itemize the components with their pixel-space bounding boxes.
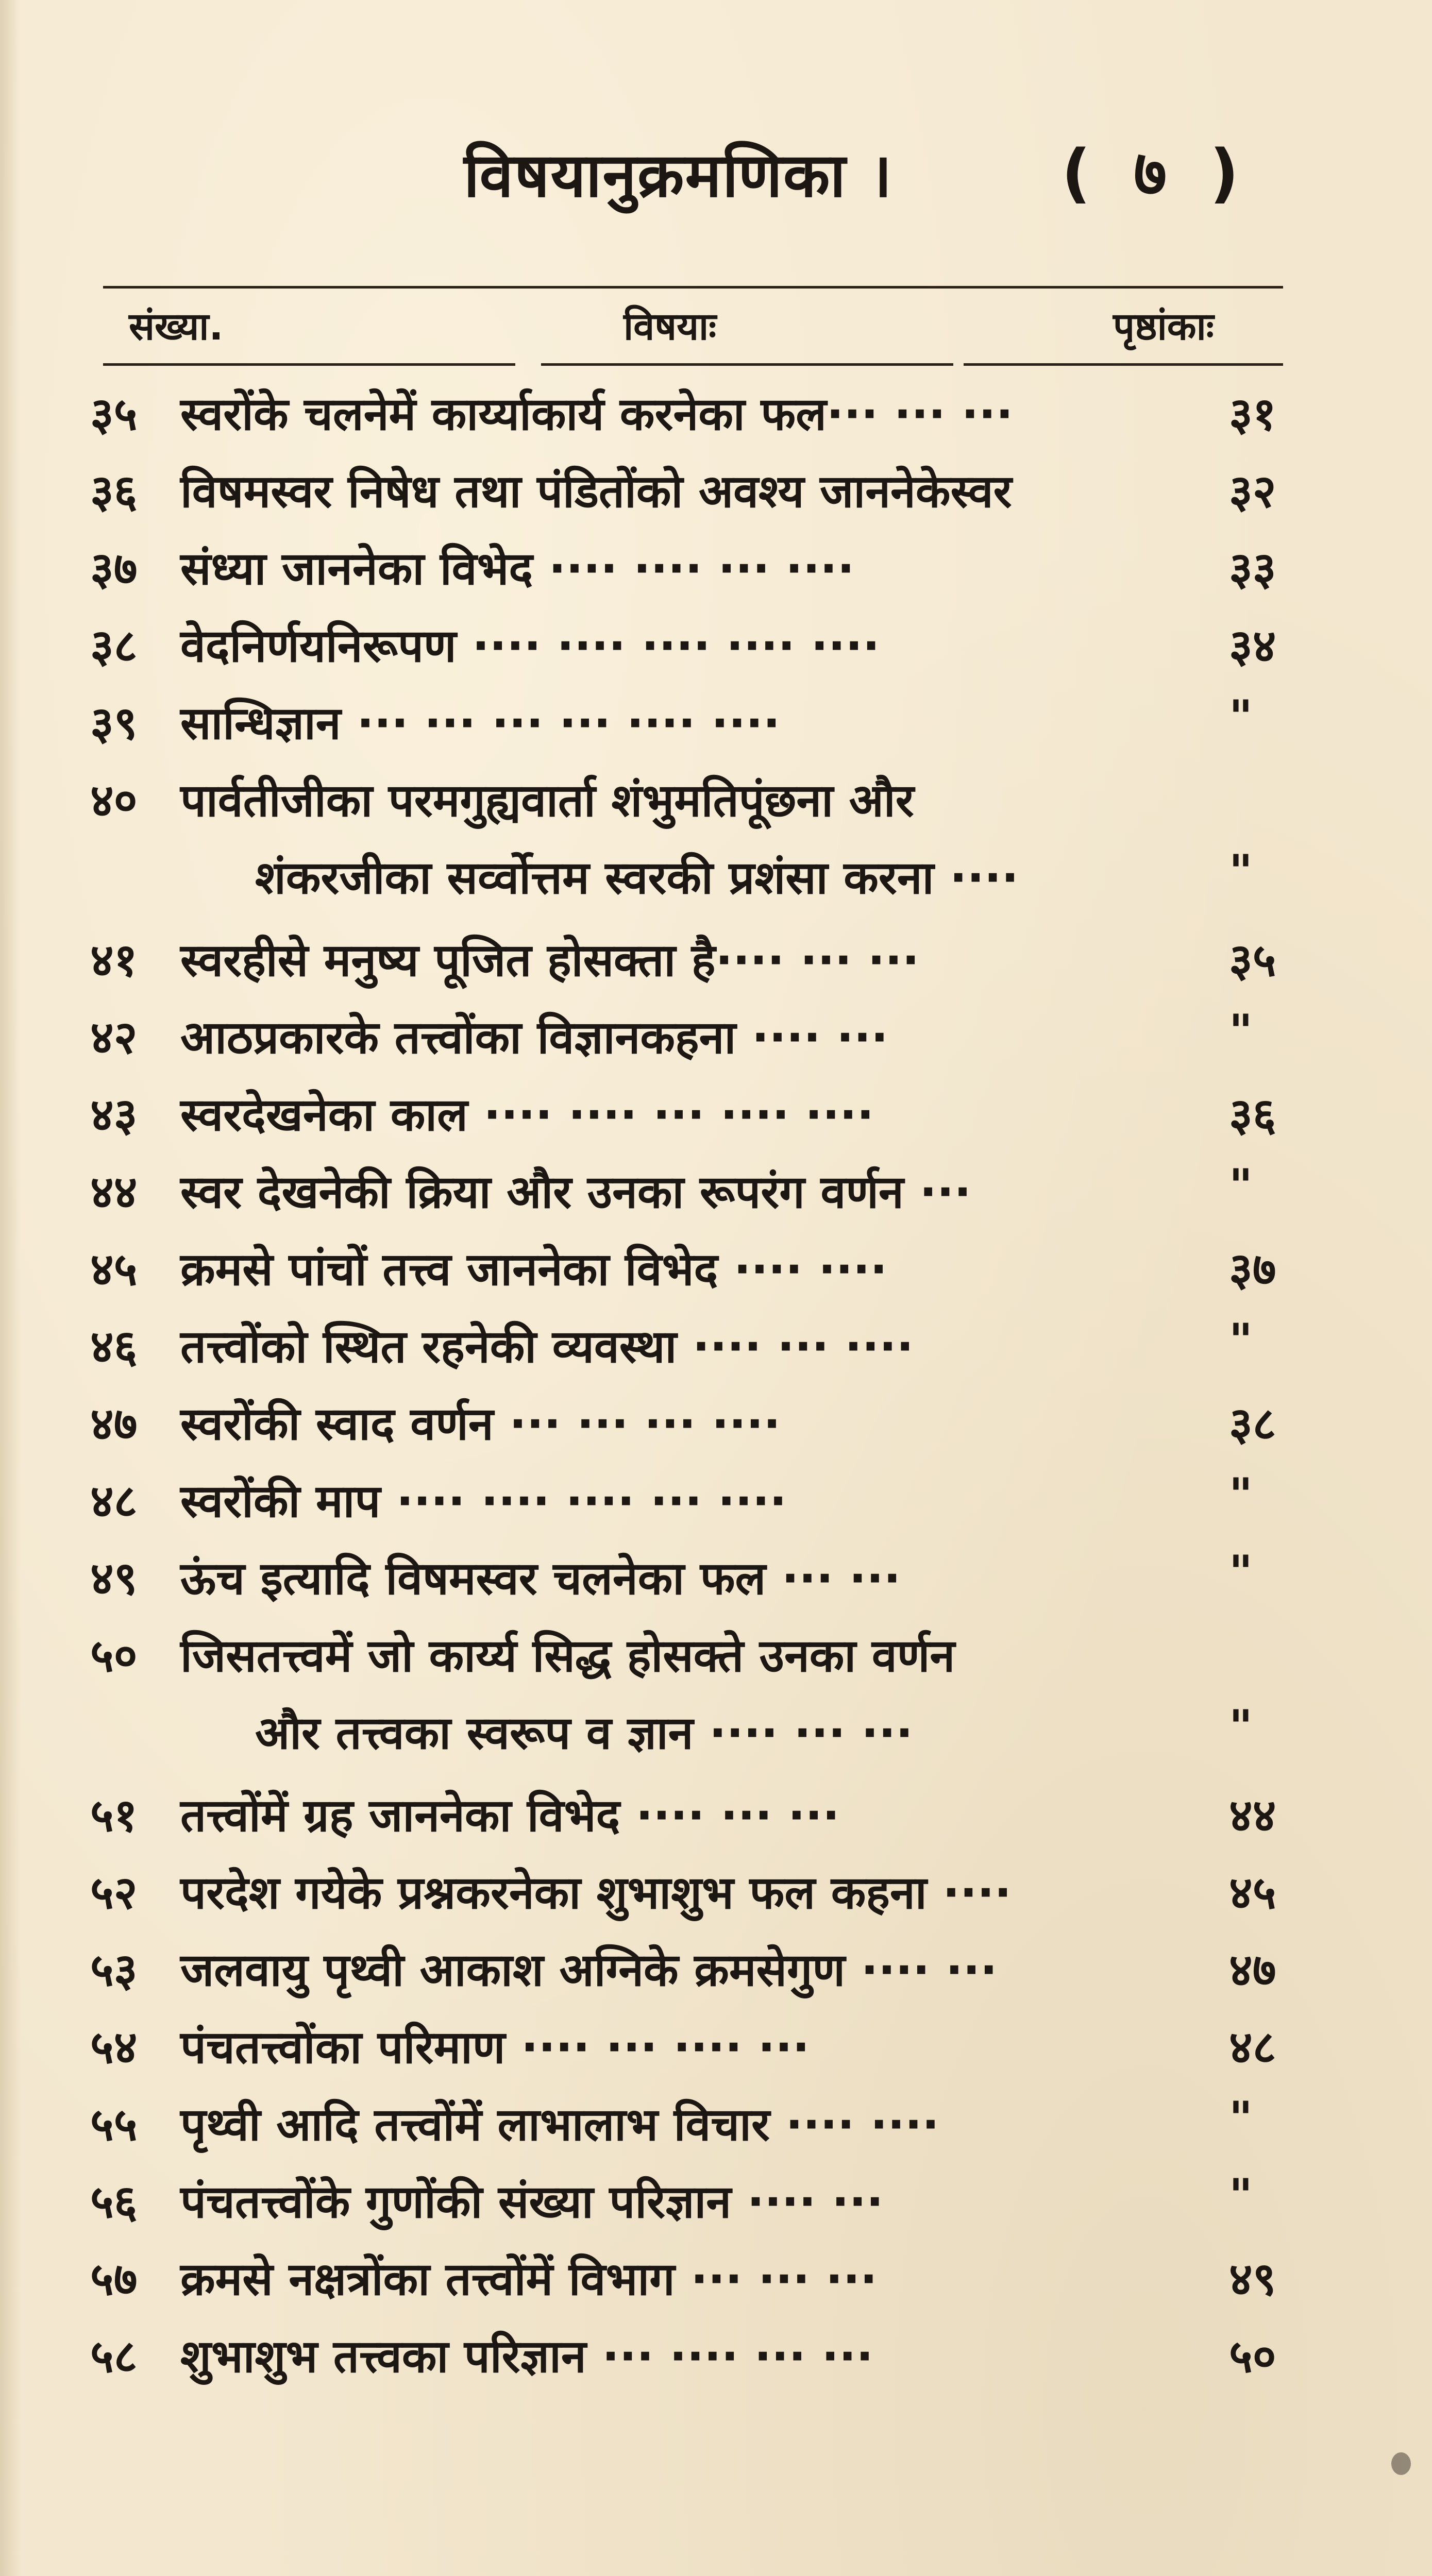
toc-number: ४८: [90, 1475, 138, 1528]
page-title: विषयानुक्रमणिका ।: [464, 140, 893, 211]
toc-row: [90, 371, 1327, 448]
toc-row: [90, 1303, 1327, 1381]
toc-row: [90, 1613, 1327, 1690]
toc-row: [90, 1226, 1327, 1303]
toc-page: ": [1229, 1468, 1253, 1521]
toc-page: ३१: [1229, 387, 1276, 440]
toc-number: ५७: [90, 2252, 138, 2306]
toc-page: ३५: [1229, 934, 1276, 987]
toc-page: ": [1229, 1546, 1253, 1599]
toc-row: [90, 1850, 1327, 1927]
toc-page: ३२: [1229, 465, 1276, 518]
toc-page: ": [1229, 845, 1253, 898]
toc-row: [90, 2081, 1327, 2159]
toc-number: ५२: [90, 1866, 138, 1919]
toc-number: ५६: [90, 2175, 138, 2228]
toc-row: [90, 1927, 1327, 2004]
page-number: ( ७ ): [1062, 137, 1250, 211]
toc-number: ४४: [90, 1165, 138, 1218]
toc-page: ३४: [1229, 619, 1276, 672]
toc-number: ५०: [90, 1629, 138, 1682]
toc-page: ४७: [1229, 1943, 1276, 1996]
toc-row: [90, 526, 1327, 603]
toc-number: ५१: [90, 1789, 138, 1842]
column-header-number: संख्या.: [129, 304, 224, 349]
toc-row: [90, 1772, 1327, 1850]
toc-subject: जिसतत्त्वमें जो कार्य्य सिद्ध होसक्ते उनका वर्णन: [180, 1629, 955, 1682]
toc-subject: तत्त्वोंमें ग्रह जाननेका विभेद ···· ··· ···: [180, 1789, 840, 1842]
toc-page: ३३: [1229, 542, 1276, 595]
toc-number: ४९: [90, 1552, 138, 1605]
column-header-page: पृष्ठांकाः: [1113, 304, 1214, 349]
toc-subject: सान्धिज्ञान ··· ··· ··· ··· ···· ····: [180, 697, 781, 750]
toc-row: [90, 757, 1327, 835]
toc-number: ३८: [90, 619, 138, 672]
toc-row: [90, 994, 1327, 1072]
ink-blot: [1391, 2452, 1411, 2475]
toc-page: ४८: [1229, 2021, 1276, 2074]
toc-page: ": [1229, 1700, 1253, 1753]
toc-subject: स्वर देखनेकी क्रिया और उनका रूपरंग वर्णन ···: [180, 1165, 971, 1218]
toc-subject: शंकरजीका सर्व्वोत्तम स्वरकी प्रशंसा करना ····: [255, 851, 1019, 904]
top-rule: [103, 286, 1283, 289]
toc-number: ४०: [90, 774, 138, 827]
toc-page: ४४: [1229, 1789, 1276, 1842]
toc-subject: और तत्त्वका स्वरूप व ज्ञान ···· ··· ···: [255, 1706, 913, 1759]
toc-subject: जलवायु पृथ्वी आकाश अग्निके क्रमसेगुण ···· ···: [180, 1943, 998, 1996]
toc-subject: क्रमसे नक्षत्रोंका तत्त्वोंमें विभाग ··· ··· ···: [180, 2252, 878, 2306]
toc-page: ": [1229, 2169, 1253, 2222]
toc-page: ४९: [1229, 2252, 1276, 2306]
toc-subject: क्रमसे पांचों तत्त्व जाननेका विभेद ···· ····: [180, 1243, 887, 1296]
toc-page: ": [1229, 1314, 1253, 1367]
toc-subject: ऊंच इत्यादि विषमस्वर चलनेका फल ··· ···: [180, 1552, 901, 1605]
toc-subject: तत्त्वोंको स्थित रहनेकी व्यवस्था ···· ··· ····: [180, 1320, 914, 1373]
header-rule-page: [964, 363, 1283, 366]
toc-number: ५३: [90, 1943, 138, 1996]
toc-subject: शुभाशुभ तत्त्वका परिज्ञान ··· ···· ··· ···: [180, 2330, 873, 2383]
toc-number: ५५: [90, 2098, 138, 2151]
toc-number: ३७: [90, 542, 138, 595]
toc-row: [90, 2236, 1327, 2313]
toc-row: [90, 603, 1327, 680]
toc-number: ५८: [90, 2330, 138, 2383]
toc-subject: स्वरोंकी स्वाद वर्णन ··· ··· ··· ····: [180, 1397, 781, 1450]
toc-row: [90, 2004, 1327, 2081]
toc-row: [90, 2159, 1327, 2236]
page-header: [464, 131, 1340, 214]
toc-number: ५४: [90, 2021, 138, 2074]
toc-row: [90, 2313, 1327, 2391]
toc-subject: वेदनिर्णयनिरूपण ···· ···· ···· ···· ····: [180, 619, 880, 672]
toc-subject: आठप्रकारके तत्त्वोंका विज्ञानकहना ···· ···: [180, 1011, 888, 1064]
toc-subject: पंचतत्त्वोंका परिमाण ···· ··· ···· ···: [180, 2021, 810, 2074]
toc-number: ३६: [90, 465, 138, 518]
column-header-subject: विषयाः: [624, 304, 717, 349]
toc-subject: स्वरदेखनेका काल ···· ···· ··· ···· ····: [180, 1088, 874, 1141]
toc-page: ३७: [1229, 1243, 1276, 1296]
toc-page: ५०: [1229, 2330, 1276, 2383]
toc-subject: परदेश गयेके प्रश्नकरनेका शुभाशुभ फल कहना ····: [180, 1866, 1012, 1919]
toc-subject: संध्या जाननेका विभेद ···· ···· ··· ····: [180, 542, 855, 595]
toc-row: [90, 680, 1327, 757]
toc-subject: स्वरोंके चलनेमें कार्य्याकार्य करनेका फल··· ··· ···: [180, 387, 1014, 440]
toc-subject: पंचतत्त्वोंके गुणोंकी संख्या परिज्ञान ···· ···: [180, 2175, 884, 2228]
toc-row: [90, 448, 1327, 526]
toc-row: [90, 1458, 1327, 1535]
header-rule-subject: [541, 363, 953, 366]
toc-number: ४५: [90, 1243, 138, 1296]
toc-row: [90, 1149, 1327, 1226]
toc-page: ३६: [1229, 1088, 1276, 1141]
toc-number: ४३: [90, 1088, 138, 1141]
toc-row: [90, 1381, 1327, 1458]
toc-number: ३९: [90, 697, 138, 750]
toc-row: [90, 835, 1327, 917]
toc-page: ३८: [1229, 1397, 1276, 1450]
toc-page: ४५: [1229, 1866, 1276, 1919]
toc-page: ": [1229, 1005, 1253, 1058]
toc-number: ४६: [90, 1320, 138, 1373]
toc-subject: पृथ्वी आदि तत्त्वोंमें लाभालाभ विचार ···· ····: [180, 2098, 939, 2151]
toc-number: ३५: [90, 387, 138, 440]
toc-row: [90, 917, 1327, 994]
toc-row: [90, 1072, 1327, 1149]
header-rule-number: [103, 363, 515, 366]
toc-subject: विषमस्वर निषेध तथा पंडितोंको अवश्य जाननेकेस्वर: [180, 465, 1012, 518]
toc-page: ": [1229, 690, 1253, 743]
toc-page: ": [1229, 1159, 1253, 1212]
toc-row: [90, 1535, 1327, 1613]
toc-page: ": [1229, 2092, 1253, 2145]
toc-row: [90, 1690, 1327, 1772]
page-edge: [0, 0, 21, 2576]
toc-subject: स्वरहीसे मनुष्य पूजित होसक्ता है···· ··· ···: [180, 934, 920, 987]
toc-subject: स्वरोंकी माप ···· ···· ···· ··· ····: [180, 1475, 787, 1528]
toc-subject: पार्वतीजीका परमगुह्यवार्ता शंभुमतिपूंछना और: [180, 774, 914, 827]
toc-number: ४७: [90, 1397, 138, 1450]
toc-number: ४१: [90, 934, 138, 987]
table-of-contents: [90, 371, 1327, 2391]
toc-number: ४२: [90, 1011, 138, 1064]
